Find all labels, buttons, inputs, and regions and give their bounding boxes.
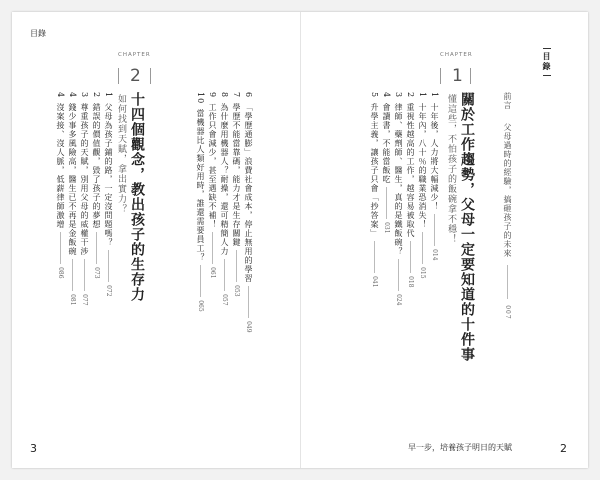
- toc-entry-page: 049: [245, 321, 252, 333]
- toc-entry-text: 升學主義，讓孩子只會「抄答案」: [370, 103, 379, 239]
- toc-entry-page: 057: [221, 294, 228, 306]
- toc-entry-text: 會讀書，不能當飯吃: [382, 103, 391, 185]
- toc-entry-number: 1: [418, 92, 427, 99]
- left-page-number: 3: [30, 442, 37, 455]
- toc-leader: [398, 259, 399, 291]
- toc-entry-page: 024: [395, 294, 402, 306]
- toc-entry-text: 錢少事多風險高，醫生已不再是金飯碗: [68, 103, 77, 257]
- toc-entry-text: 十年後，人力將大幅減少！: [430, 103, 439, 212]
- toc-entry-number: 6: [244, 92, 253, 99]
- left-chapter-number: 2: [130, 66, 141, 86]
- toc-entry-page: 081: [69, 294, 76, 306]
- toc-entry-page: 014: [431, 249, 438, 261]
- toc-entry[interactable]: [394, 92, 402, 306]
- toc-entry-page: 015: [419, 267, 426, 279]
- preface-entry: [503, 92, 511, 320]
- toc-entry[interactable]: [80, 92, 88, 306]
- toc-entry[interactable]: [196, 92, 204, 312]
- toc-entry-text: 十年內，八十％的職業恐消失！: [418, 103, 427, 230]
- toc-entry[interactable]: [208, 92, 216, 279]
- toc-leader: [422, 232, 423, 264]
- right-chapter-label: CHAPTER: [440, 52, 473, 58]
- toc-entry-page: 072: [105, 285, 112, 297]
- toc-entry-page: 077: [81, 294, 88, 306]
- toc-entry-page: 018: [407, 276, 414, 288]
- toc-entry-text: 父母為孩子鋪的路，一定沒問題嗎？: [104, 103, 113, 248]
- toc-entry[interactable]: [382, 92, 390, 234]
- toc-leader: [72, 259, 73, 291]
- toc-leader: [84, 259, 85, 291]
- toc-entry-number: 4: [68, 92, 77, 99]
- page-gutter: [300, 12, 301, 468]
- toc-entry-text: 尊重孩子的天賦，別用父母的威權干涉: [80, 103, 89, 257]
- toc-entry-page: 073: [93, 267, 100, 279]
- toc-leader: [434, 214, 435, 246]
- toc-leader: [60, 232, 61, 264]
- toc-leader: [212, 232, 213, 264]
- toc-entry-text: 工作只會減少，甚至遇缺不補！: [208, 103, 217, 230]
- toc-leader: [236, 250, 237, 282]
- toc-entry-text: 錯誤的價值觀，毀了孩子的夢想: [92, 103, 101, 230]
- preface-text: 父母過時的經驗，搞砸孩子的未來: [503, 123, 512, 259]
- toc-entry[interactable]: [418, 92, 426, 279]
- toc-entry-text: 重視性越高的工作，越容易被取代: [406, 103, 415, 239]
- toc-entry-page: 041: [371, 276, 378, 288]
- toc-leader: [386, 187, 387, 219]
- toc-entry[interactable]: [92, 92, 100, 279]
- toc-entry-number: 3: [80, 92, 89, 99]
- toc-entry[interactable]: [56, 92, 64, 279]
- left-page-header: 目錄: [30, 29, 46, 38]
- left-chapter-bar-right: [150, 68, 151, 84]
- toc-entry-number: 2: [92, 92, 101, 99]
- toc-leader: [108, 250, 109, 282]
- toc-entry-number: 9: [208, 92, 217, 99]
- toc-entry-number: 10: [196, 92, 205, 105]
- right-chapter-title: 關於工作趨勢，父母一定要知道的十件事: [459, 92, 475, 362]
- toc-entry-text: 沒案接、沒人脈，低薪律師激增: [56, 103, 65, 230]
- right-chapter-subtitle: 懂這些，不怕孩子的飯碗拿不穩！: [446, 94, 456, 244]
- toc-entry-number: 4: [382, 92, 391, 99]
- toc-entry-text: 律師、藥劑師、醫生，真的是鐵飯碗？: [394, 103, 403, 257]
- preface-label: 前言: [503, 92, 512, 110]
- toc-entry-number: 1: [430, 92, 439, 99]
- preface-leader: [507, 265, 508, 299]
- toc-entry-text: 「學歷通膨」浪費社會成本，停止無用的學習: [244, 103, 253, 284]
- left-chapter-subtitle: 如何找到天賦，拿出實力？: [116, 94, 126, 214]
- toc-entry-number: 5: [370, 92, 379, 99]
- toc-entry[interactable]: [68, 92, 76, 306]
- toc-leader: [224, 259, 225, 291]
- toc-entry-text: 學歷不能當靠碼，能力才是生存關鍵: [232, 103, 241, 248]
- toc-entry-number: 3: [394, 92, 403, 99]
- toc-leader: [410, 241, 411, 273]
- toc-entry-page: 061: [209, 267, 216, 279]
- toc-entry-number: 1: [104, 92, 113, 99]
- right-footer-text: 早一步，培養孩子明日的天賦: [408, 443, 512, 452]
- right-page-header: 目錄: [543, 48, 551, 76]
- left-chapter-label: CHAPTER: [118, 52, 151, 58]
- toc-entry[interactable]: [406, 92, 414, 288]
- right-page-number: 2: [560, 442, 567, 455]
- toc-entry-number: 4: [56, 92, 65, 99]
- toc-entry-page: 053: [233, 285, 240, 297]
- toc-entry-number: 8: [220, 92, 229, 99]
- toc-entry-text: 為什麼用機器人？耐操，還可精簡人力: [220, 103, 229, 257]
- toc-leader: [248, 286, 249, 318]
- toc-entry-number: 7: [232, 92, 241, 99]
- toc-entry-text: 當機器比人類好用時，誰還需要員工？: [196, 109, 205, 263]
- toc-entry-page: 031: [383, 222, 390, 234]
- toc-entry[interactable]: [104, 92, 112, 297]
- toc-leader: [374, 241, 375, 273]
- toc-entry[interactable]: [370, 92, 378, 288]
- toc-entry[interactable]: [232, 92, 240, 297]
- toc-entry[interactable]: [244, 92, 252, 333]
- left-chapter-bar: [118, 68, 119, 84]
- toc-entry-number: 2: [406, 92, 415, 99]
- preface-page: 007: [504, 305, 511, 320]
- toc-entry-page: 086: [57, 267, 64, 279]
- right-chapter-number: 1: [452, 66, 463, 86]
- toc-leader: [200, 265, 201, 297]
- toc-entry[interactable]: [430, 92, 438, 261]
- toc-entry-page: 065: [197, 300, 204, 312]
- toc-entry[interactable]: [220, 92, 228, 306]
- left-chapter-title: 十四個觀念，教出孩子的生存力: [129, 92, 145, 302]
- right-chapter-bar: [440, 68, 441, 84]
- toc-leader: [96, 232, 97, 264]
- right-chapter-bar-right: [470, 68, 471, 84]
